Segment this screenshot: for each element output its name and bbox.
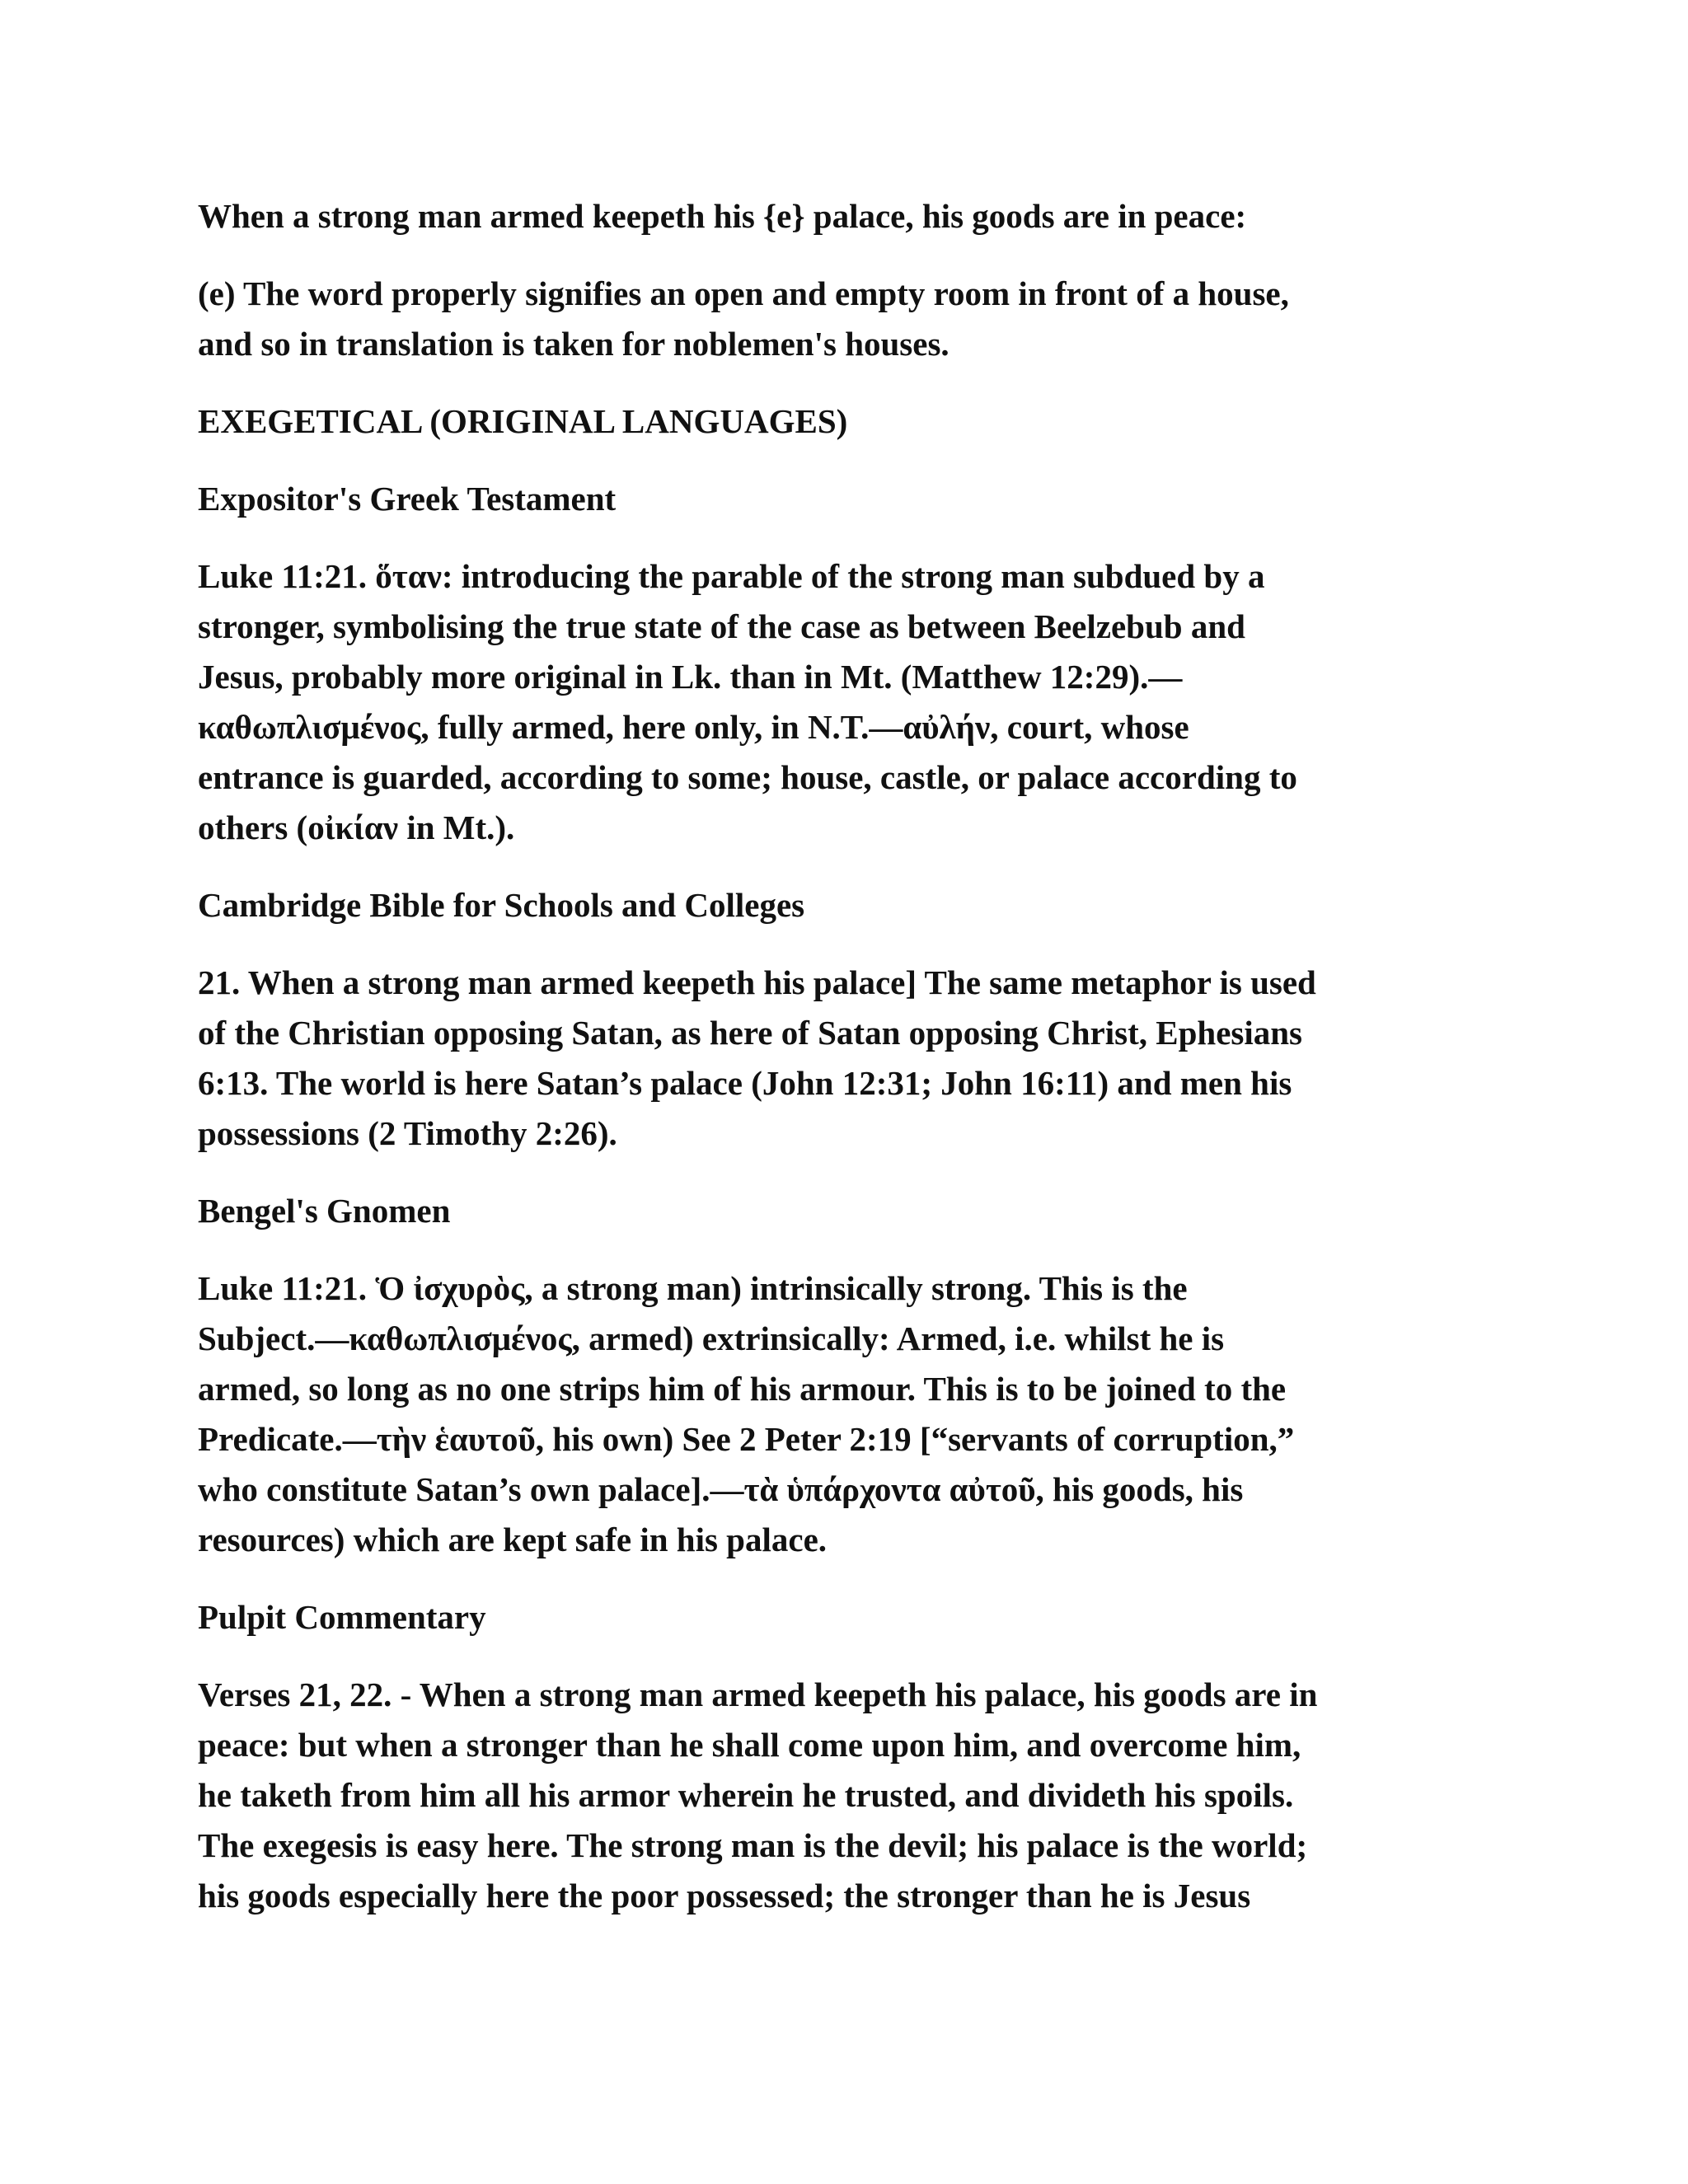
text-line: Luke 11:21. Ὁ ἰσχυρὸς, a strong man) intrinsically strong. This is the: [198, 1269, 1188, 1307]
text-line: entrance is guarded, according to some; house, castle, or palace according to: [198, 758, 1297, 796]
text-line: of the Christian opposing Satan, as here of Satan opposing Christ, Ephesians: [198, 1014, 1303, 1052]
footnote-e: [198, 269, 1500, 369]
heading-text: Cambridge Bible for Schools and Colleges: [198, 886, 805, 924]
text-line: 6:13. The world is here Satan’s palace (John 12:31; John 16:11) and men his: [198, 1064, 1292, 1102]
text-line: Luke 11:21. ὅταν: introducing the parable of the strong man subdued by a: [198, 557, 1265, 595]
text-line: armed, so long as no one strips him of his armour. This is to be joined to the: [198, 1370, 1287, 1408]
section-heading-exegetical: [198, 396, 1500, 447]
text-line: others (οἰκίαν in Mt.).: [198, 808, 515, 846]
text-line: stronger, symbolising the true state of the case as between Beelzebub and: [198, 607, 1245, 645]
source-heading-pulpit: [198, 1592, 1500, 1643]
heading-text: EXEGETICAL (ORIGINAL LANGUAGES): [198, 402, 848, 440]
verse-text: [198, 191, 1500, 241]
heading-text: Expositor's Greek Testament: [198, 480, 617, 518]
pulpit-commentary: [198, 1670, 1500, 1921]
text-line: καθωπλισμένος, fully armed, here only, in N.T.—αὐλήν, court, whose: [198, 708, 1189, 746]
cambridge-commentary: [198, 958, 1500, 1159]
text-line: his goods especially here the poor possessed; the stronger than he is Jesus: [198, 1877, 1251, 1915]
text-line: Jesus, probably more original in Lk. than in Mt. (Matthew 12:29).—: [198, 658, 1183, 696]
text-line: Verses 21, 22. - When a strong man armed keepeth his palace, his goods are in: [198, 1675, 1318, 1713]
text-line: and so in translation is taken for noblemen's houses.: [198, 325, 950, 363]
text-line: peace: but when a stronger than he shall come upon him, and overcome him,: [198, 1726, 1301, 1764]
heading-text: Bengel's Gnomen: [198, 1192, 451, 1230]
source-heading-cambridge: [198, 880, 1500, 930]
text-line: Subject.—καθωπλισμένος, armed) extrinsically: Armed, i.e. whilst he is: [198, 1319, 1225, 1357]
text-line: When a strong man armed keepeth his {e} palace, his goods are in peace:: [198, 197, 1247, 235]
source-heading-bengel: [198, 1186, 1500, 1236]
text-line: who constitute Satan’s own palace].—τὰ ὑπάρχοντα αὐτοῦ, his goods, his: [198, 1470, 1244, 1508]
text-line: The exegesis is easy here. The strong man is the devil; his palace is the world;: [198, 1826, 1308, 1864]
text-line: he taketh from him all his armor wherein he trusted, and divideth his spoils.: [198, 1776, 1294, 1814]
bengel-commentary: [198, 1263, 1500, 1565]
text-line: Predicate.—τὴν ἑαυτοῦ, his own) See 2 Peter 2:19 [“servants of corruption,”: [198, 1420, 1295, 1458]
source-heading-expositors: [198, 474, 1500, 524]
text-line: (e) The word properly signifies an open and empty room in front of a house,: [198, 274, 1289, 312]
heading-text: Pulpit Commentary: [198, 1598, 486, 1636]
expositors-commentary: [198, 551, 1500, 853]
text-line: resources) which are kept safe in his palace.: [198, 1521, 828, 1558]
text-line: possessions (2 Timothy 2:26).: [198, 1114, 617, 1152]
document-page: [198, 191, 1500, 1948]
text-line: 21. When a strong man armed keepeth his palace] The same metaphor is used: [198, 963, 1316, 1001]
